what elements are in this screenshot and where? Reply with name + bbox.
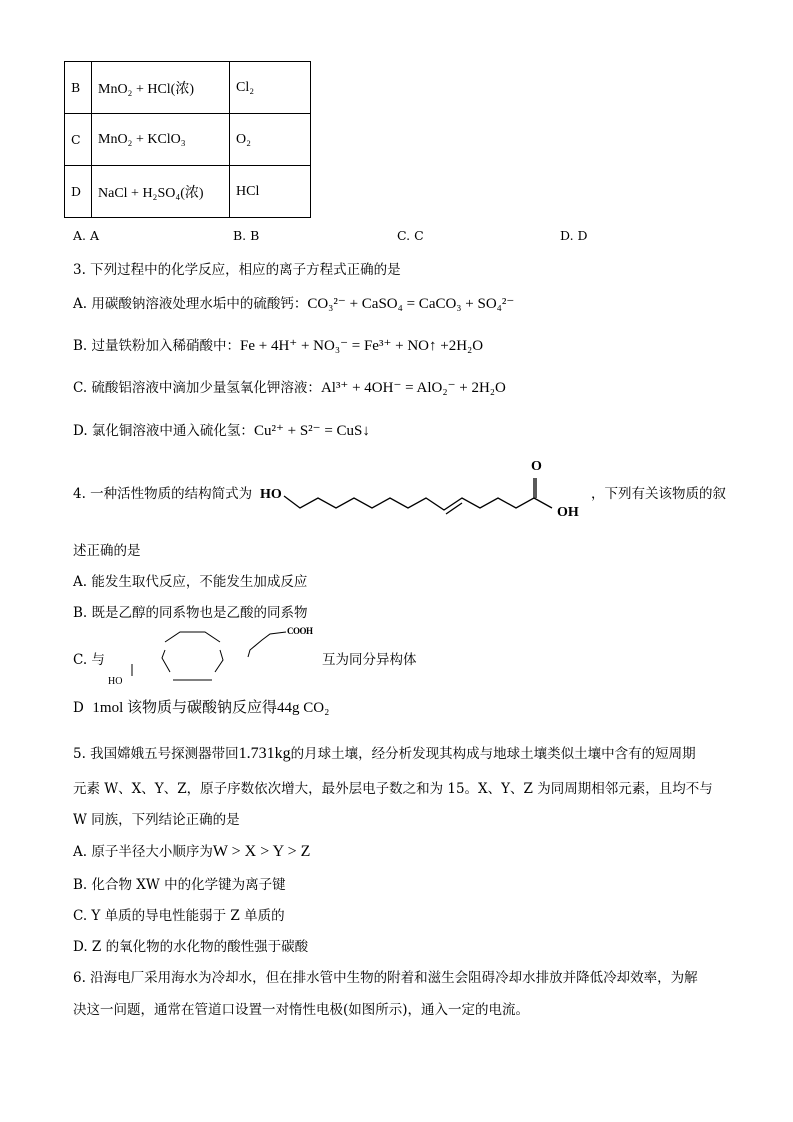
q4-c-suffix: 互为同分异构体 xyxy=(322,652,417,668)
q5-line2: 元素 W、X、Y、Z，原子序数依次增大，最外层电子数之和为 15。X、Y、Z 为同周期相邻元素，且均不与 xyxy=(73,781,713,797)
q3-d-equation: Cu²⁺ + S²⁻ = CuS↓ xyxy=(253,423,370,439)
row-label: D xyxy=(65,166,92,218)
q3-c-text: C. 硫酸铝溶液中滴加少量氢氧化钾溶液： xyxy=(73,380,321,396)
q5-line3: W 同族，下列结论正确的是 xyxy=(73,812,240,828)
product-cell: O₂ xyxy=(230,114,311,166)
q3-d-text: D. 氯化铜溶液中通入硫化氢： xyxy=(73,423,254,439)
struct-oh-label: OH xyxy=(557,505,579,520)
q5-option-b: B. 化合物 XW 中的化学键为离子键 xyxy=(73,877,286,893)
product-cell: HCl xyxy=(230,166,311,218)
q4-d-text: 1mol 该物质与碳酸钠反应得 xyxy=(92,700,278,716)
q5-option-d: D. Z 的氧化物的水化物的酸性强于碳酸 xyxy=(73,939,309,955)
q2-option-b: B. B xyxy=(233,228,260,243)
row-label: B xyxy=(65,62,92,114)
q3-b-text: B. 过量铁粉加入稀硝酸中： xyxy=(73,338,241,354)
q5-line1-b: 的月球土壤，经分析发现其构成与地球土壤类似土壤中含有的短周期 xyxy=(290,746,696,762)
q4-c-prefix: C. 与 xyxy=(73,652,105,668)
q2-option-c: C. C xyxy=(397,228,424,243)
q3-stem: 3. 下列过程中的化学反应，相应的离子方程式正确的是 xyxy=(73,262,401,278)
q3-a-text: A. 用碳酸钠溶液处理水垢中的硫酸钙： xyxy=(73,296,308,312)
q6-line2: 决这一问题，通常在管道口设置一对惰性电极(如图所示)，通入一定的电流。 xyxy=(73,1002,530,1018)
q4-d-equation: 44g CO₂ xyxy=(277,700,330,716)
q3-c-equation: Al³⁺ + 4OH⁻ = AlO₂⁻ + 2H₂O xyxy=(320,380,506,396)
q3-b-equation: Fe + 4H⁺ + NO₃⁻ = Fe³⁺ + NO↑ +2H₂O xyxy=(240,338,484,354)
ho-label: HO xyxy=(108,676,123,687)
q4-stem-end: ，下列有关该物质的叙 xyxy=(591,486,726,502)
q5-option-c: C. Y 单质的导电性能弱于 Z 单质的 xyxy=(73,908,285,924)
q4-option-b: B. 既是乙醇的同系物也是乙酸的同系物 xyxy=(73,605,308,621)
reagents-cell: MnO₂ + KClO₃ xyxy=(92,114,230,166)
q5-option-a xyxy=(73,840,310,861)
product-cell: Cl₂ xyxy=(230,62,311,114)
q5-line1 xyxy=(73,742,696,763)
struct-o-label: O xyxy=(531,459,542,474)
reagents-cell: NaCl + H₂SO₄(浓) xyxy=(92,166,230,218)
struct-ho-label: HO xyxy=(260,487,282,502)
q5-line1-a: 5. 我国嫦娥五号探测器带回 xyxy=(73,746,239,762)
q5-mass: 1.731kg xyxy=(238,745,291,762)
cooh-label: COOH xyxy=(287,626,313,636)
q5-a-text: A. 原子半径大小顺序为 xyxy=(73,844,213,860)
q6-line1: 6. 沿海电厂采用海水为冷却水，但在排水管中生物的附着和滋生会阻碍冷却水排放并降低冷却效率，为解 xyxy=(73,970,698,986)
q5-a-equation: W > X > Y > Z xyxy=(212,843,311,860)
q4-option-d xyxy=(73,696,329,717)
q4-d-prefix: D xyxy=(73,700,84,716)
q3-a-equation: CO₃²⁻ + CaSO₄ = CaCO₃ + SO₄²⁻ xyxy=(307,296,515,312)
q2-option-d: D. D xyxy=(560,228,588,243)
q4-option-a: A. 能发生取代反应，不能发生加成反应 xyxy=(73,574,308,590)
reagents-cell: MnO₂ + HCl(浓) xyxy=(92,62,230,114)
q2-option-a: A. A xyxy=(73,228,100,243)
q4-stem-cont: 述正确的是 xyxy=(73,543,141,559)
row-label: C xyxy=(65,114,92,166)
q4-stem-start: 4. 一种活性物质的结构简式为 xyxy=(73,486,253,502)
